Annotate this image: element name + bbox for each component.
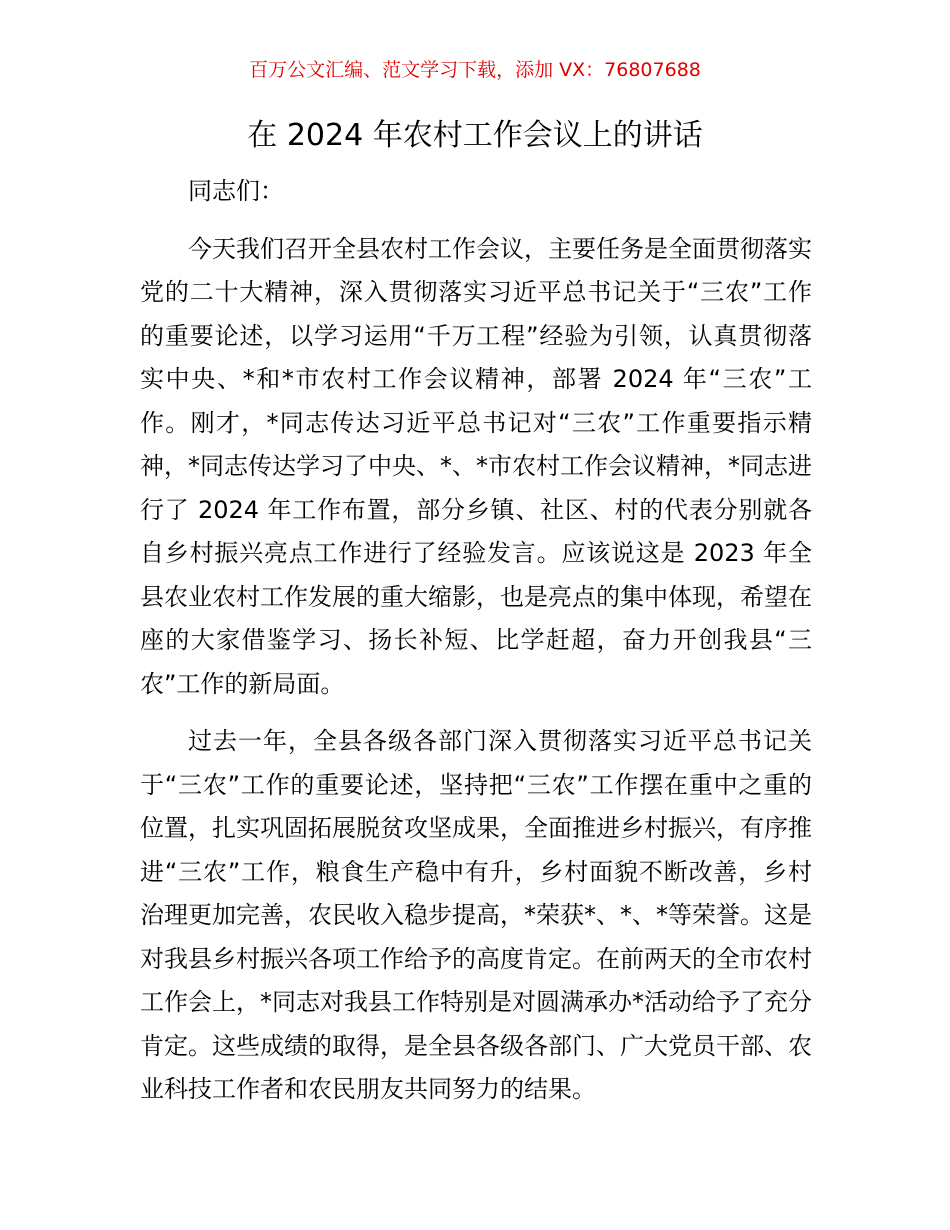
salutation: 同志们： xyxy=(188,177,284,205)
paragraph-2: 过去一年，全县各级各部门深入贯彻落实习近平总书记关于“三农”工作的重要论述，坚持把“三农”工作摆在重中之重的位置，扎实巩固拓展脱贫攻坚成果，全面推进乡村振兴，有序推进“三农”工作，粮食生产稳中有升，乡村面貌不断改善，乡村治理更加完善，农民收入稳步提高，*荣获*、*、*等荣誉。这是对我县乡村振兴各项工作给予的高度肯定。在前两天的全市农村工作会上，*同志对我县工作特别是对圆满承办*活动给予了充分肯定。这些成绩的取得，是全县各级各部门、广大党员干部、农业科技工作者和农民朋友共同努力的结果。 xyxy=(140,727,812,1103)
paragraph-1: 今天我们召开全县农村工作会议，主要任务是全面贯彻落实党的二十大精神，深入贯彻落实习近平总书记关于“三农”工作的重要论述，以学习运用“千万工程”经验为引领，认真贯彻落实中央、*和*市农村工作会议精神，部署 2024 年“三农”工作。刚才，*同志传达习近平总书记对“三农”工作重要指示精神，*同志传达学习了中央、*、*市农村工作会议精神，*同志进行了 2024 年工作布置，部分乡镇、社区、村的代表分别就各自乡村振兴亮点工作进行了经验发言。应该说这是 2023 年全县农业农村工作发展的重大缩影，也是亮点的集中体现，希望在座的大家借鉴学习、扬长补短、比学赶超，奋力开创我县“三农”工作的新局面。 xyxy=(140,234,812,698)
header-contact-note: 百万公文汇编、范文学习下载，添加 VX：76807688 xyxy=(249,59,701,81)
document-title: 在 2024 年农村工作会议上的讲话 xyxy=(247,118,703,153)
document-body xyxy=(140,170,812,1112)
